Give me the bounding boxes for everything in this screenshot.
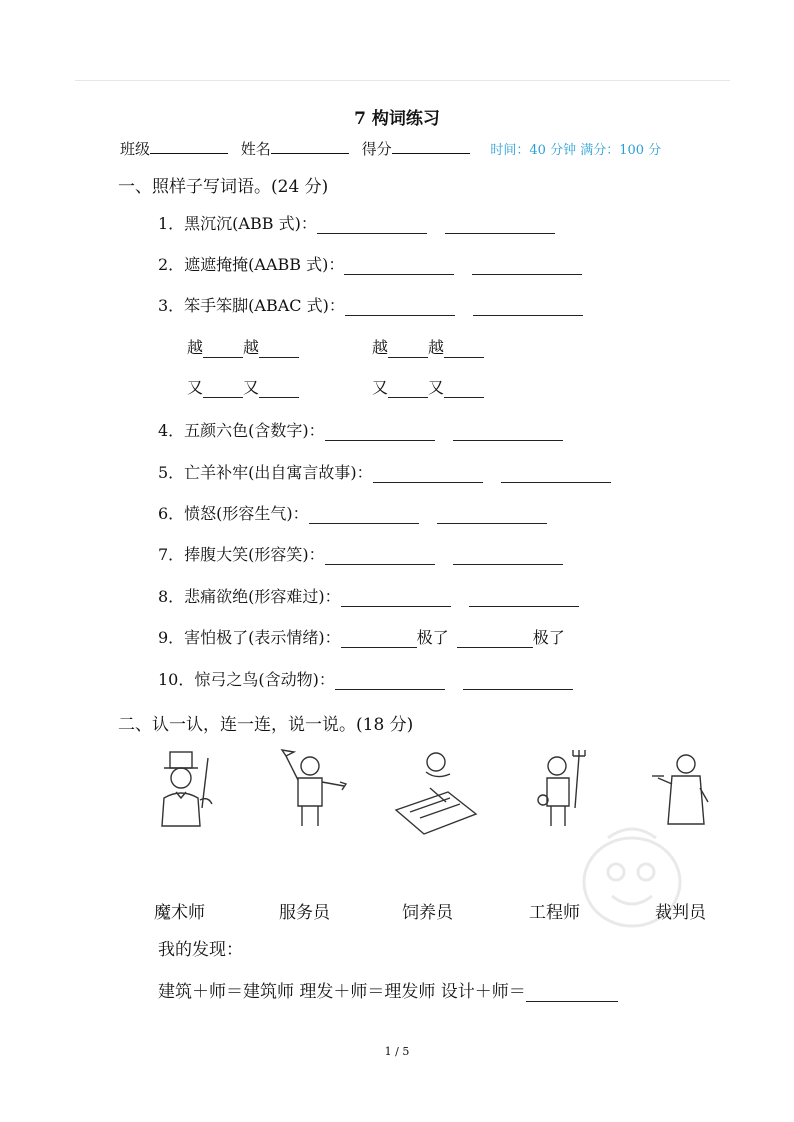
question-4 <box>158 421 563 441</box>
score-blank[interactable] <box>392 139 470 154</box>
answer-blank[interactable] <box>472 258 582 275</box>
answer-blank[interactable] <box>457 631 533 648</box>
score-label: 得分 <box>361 140 392 158</box>
occupation-label[interactable]: 服务员 <box>279 903 330 923</box>
yue-char: 越 <box>372 338 389 357</box>
keeper-illustration[interactable] <box>535 748 595 828</box>
you-pattern-1 <box>187 378 299 398</box>
question-8-text: 8．悲痛欲绝(形容难过)： <box>158 587 341 606</box>
answer-blank[interactable] <box>309 507 419 524</box>
you-char: 又 <box>428 378 445 397</box>
question-3-text: 3．笨手笨脚(ABAC 式)： <box>158 296 345 315</box>
answer-blank[interactable] <box>463 673 573 690</box>
question-8 <box>158 587 579 607</box>
question-9-text: 9．害怕极了(表示情绪)： <box>158 628 341 647</box>
answer-blank[interactable] <box>453 548 563 565</box>
time-info: 时间：40 分钟 满分：100 分 <box>490 143 662 158</box>
occupation-label[interactable]: 裁判员 <box>655 903 706 923</box>
answer-blank[interactable] <box>388 381 428 398</box>
discovery-label: 我的发现： <box>158 940 243 960</box>
answer-blank[interactable] <box>325 548 435 565</box>
question-9 <box>158 628 565 648</box>
answer-blank[interactable] <box>259 381 299 398</box>
yue-char: 越 <box>243 338 260 357</box>
engineer-illustration[interactable] <box>390 748 480 838</box>
yue-pattern-2 <box>372 338 484 358</box>
question-1-text: 1．黑沉沉(ABB 式)： <box>158 214 317 233</box>
answer-blank[interactable] <box>444 341 484 358</box>
occupation-label[interactable]: 饲养员 <box>402 903 453 923</box>
answer-blank[interactable] <box>325 424 435 441</box>
answer-blank[interactable] <box>437 507 547 524</box>
answer-blank[interactable] <box>259 341 299 358</box>
answer-blank[interactable] <box>469 590 579 607</box>
occupation-label[interactable]: 工程师 <box>529 903 580 923</box>
question-6 <box>158 504 547 524</box>
discovery-text: 建筑＋师＝建筑师 理发＋师＝理发师 设计＋师＝ <box>158 982 526 1002</box>
question-4-text: 4．五颜六色(含数字)： <box>158 421 325 440</box>
question-5-text: 5．亡羊补牢(出自寓言故事)： <box>158 463 373 482</box>
question-1 <box>158 214 555 234</box>
q9-suffix: 极了 <box>532 628 565 647</box>
top-rule <box>75 80 730 81</box>
discovery-row <box>158 982 618 1002</box>
magician-illustration[interactable] <box>154 748 224 828</box>
you-char: 又 <box>372 378 389 397</box>
question-3 <box>158 296 583 316</box>
question-6-text: 6．愤怒(形容生气)： <box>158 504 309 523</box>
answer-blank[interactable] <box>344 258 454 275</box>
question-2-text: 2．遮遮掩掩(AABB 式)： <box>158 255 345 274</box>
yue-char: 越 <box>187 338 204 357</box>
answer-blank[interactable] <box>341 590 451 607</box>
student-info-row <box>120 138 661 159</box>
question-10 <box>158 670 573 690</box>
answer-blank[interactable] <box>203 381 243 398</box>
q9-suffix: 极了 <box>416 628 449 647</box>
answer-blank[interactable] <box>341 631 417 648</box>
page-number: 1 / 5 <box>384 1045 410 1058</box>
question-7 <box>158 545 563 565</box>
occupation-label[interactable]: 魔术师 <box>154 903 205 923</box>
answer-blank[interactable] <box>501 466 611 483</box>
yue-char: 越 <box>428 338 445 357</box>
question-10-text: 10．惊弓之鸟(含动物)： <box>158 670 335 689</box>
answer-blank[interactable] <box>345 299 455 316</box>
class-blank[interactable] <box>150 139 228 154</box>
you-pattern-2 <box>372 378 484 398</box>
waiter-illustration[interactable] <box>650 748 720 828</box>
answer-blank[interactable] <box>203 341 243 358</box>
yue-pattern-1 <box>187 338 299 358</box>
question-2 <box>158 255 582 275</box>
section1-heading: 一、照样子写词语。(24 分) <box>118 177 329 197</box>
page-title: 7 构词练习 <box>354 109 440 129</box>
question-7-text: 7．捧腹大笑(形容笑)： <box>158 545 325 564</box>
answer-blank[interactable] <box>335 673 445 690</box>
answer-blank[interactable] <box>526 985 618 1002</box>
answer-blank[interactable] <box>453 424 563 441</box>
name-blank[interactable] <box>271 139 349 154</box>
answer-blank[interactable] <box>444 381 484 398</box>
answer-blank[interactable] <box>388 341 428 358</box>
you-char: 又 <box>243 378 260 397</box>
answer-blank[interactable] <box>445 217 555 234</box>
question-5 <box>158 463 611 483</box>
answer-blank[interactable] <box>473 299 583 316</box>
referee-illustration[interactable] <box>280 748 350 828</box>
name-label: 姓名 <box>240 140 271 158</box>
answer-blank[interactable] <box>317 217 427 234</box>
section2-heading: 二、认一认，连一连，说一说。(18 分) <box>118 715 414 735</box>
class-label: 班级 <box>120 140 151 158</box>
you-char: 又 <box>187 378 204 397</box>
answer-blank[interactable] <box>373 466 483 483</box>
